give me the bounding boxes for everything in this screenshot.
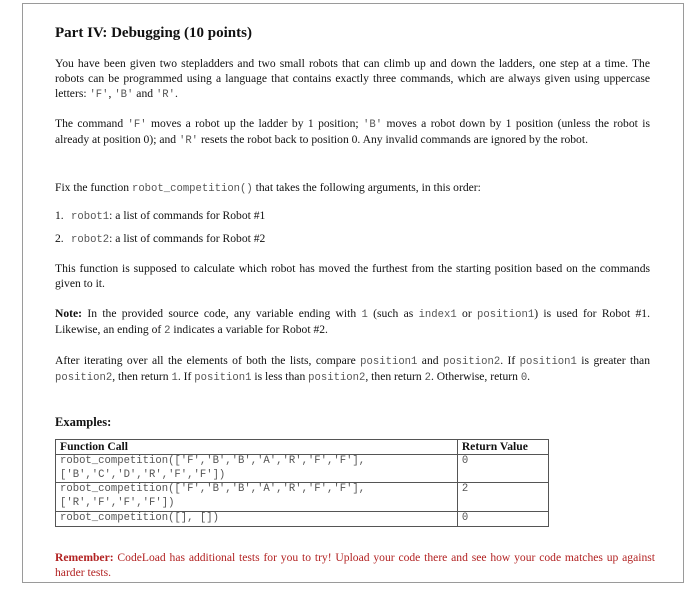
function-call-cell: robot_competition([], []) xyxy=(56,511,458,526)
table-row xyxy=(56,511,549,526)
purpose-paragraph: This function is supposed to calculate which robot has moved the furthest from the starting position based on the commands given to it. xyxy=(55,262,650,290)
table-row xyxy=(56,454,549,483)
column-header-call: Function Call xyxy=(56,440,458,455)
fix-instruction: Fix the function robot_competition() that takes the following arguments, in this order: xyxy=(55,181,481,195)
function-call-cell: robot_competition(['F','B','B','A','R','F','F'], ['B','C','D','R','F','F']) xyxy=(56,454,458,483)
return-value-cell: 0 xyxy=(457,454,548,483)
table-header-row xyxy=(56,440,549,455)
note-paragraph: Note: In the provided source code, any variable ending with 1 (such as index1 or position1) is used for Robot #1. Likewise, an ending of 2 indicates a variable for Robot #2. xyxy=(55,307,650,337)
return-value-cell: 2 xyxy=(457,483,548,512)
commands-paragraph: The command 'F' moves a robot up the ladder by 1 position; 'B' moves a robot down by 1 position (unless the robot is already at position 0); and 'R' resets the robot back to position 0. Any invalid commands are ignored by the robot. xyxy=(55,117,650,147)
table-row xyxy=(56,483,549,512)
compare-paragraph: After iterating over all the elements of both the lists, compare position1 and position2. If position1 is greater than position2, then return 1. If position1 is less than position2, then return 2. Otherwise, return 0. xyxy=(55,354,650,384)
argument-list xyxy=(55,209,650,255)
list-item: 2. robot2: a list of commands for Robot #2 xyxy=(55,232,266,246)
examples-heading: Examples: xyxy=(55,415,112,429)
section-heading: Part IV: Debugging (10 points) xyxy=(55,25,252,41)
function-call-cell: robot_competition(['F','B','B','A','R','F','F'], ['R','F','F','F']) xyxy=(56,483,458,512)
return-value-cell: 0 xyxy=(457,511,548,526)
remember-note: Remember: CodeLoad has additional tests for you to try! Upload your code there and see how your code matches up against harder tests. xyxy=(55,551,655,579)
list-item: 1. robot1: a list of commands for Robot #1 xyxy=(55,209,266,223)
intro-paragraph: You have been given two stepladders and two small robots that can climb up and down the ladders, one step at a time. The robots can be programmed using a language that contains exactly three commands, which are always given using uppercase letters: 'F', 'B' and 'R'. xyxy=(55,57,650,101)
column-header-return: Return Value xyxy=(457,440,548,455)
examples-table xyxy=(55,439,549,527)
document-page xyxy=(22,3,684,583)
